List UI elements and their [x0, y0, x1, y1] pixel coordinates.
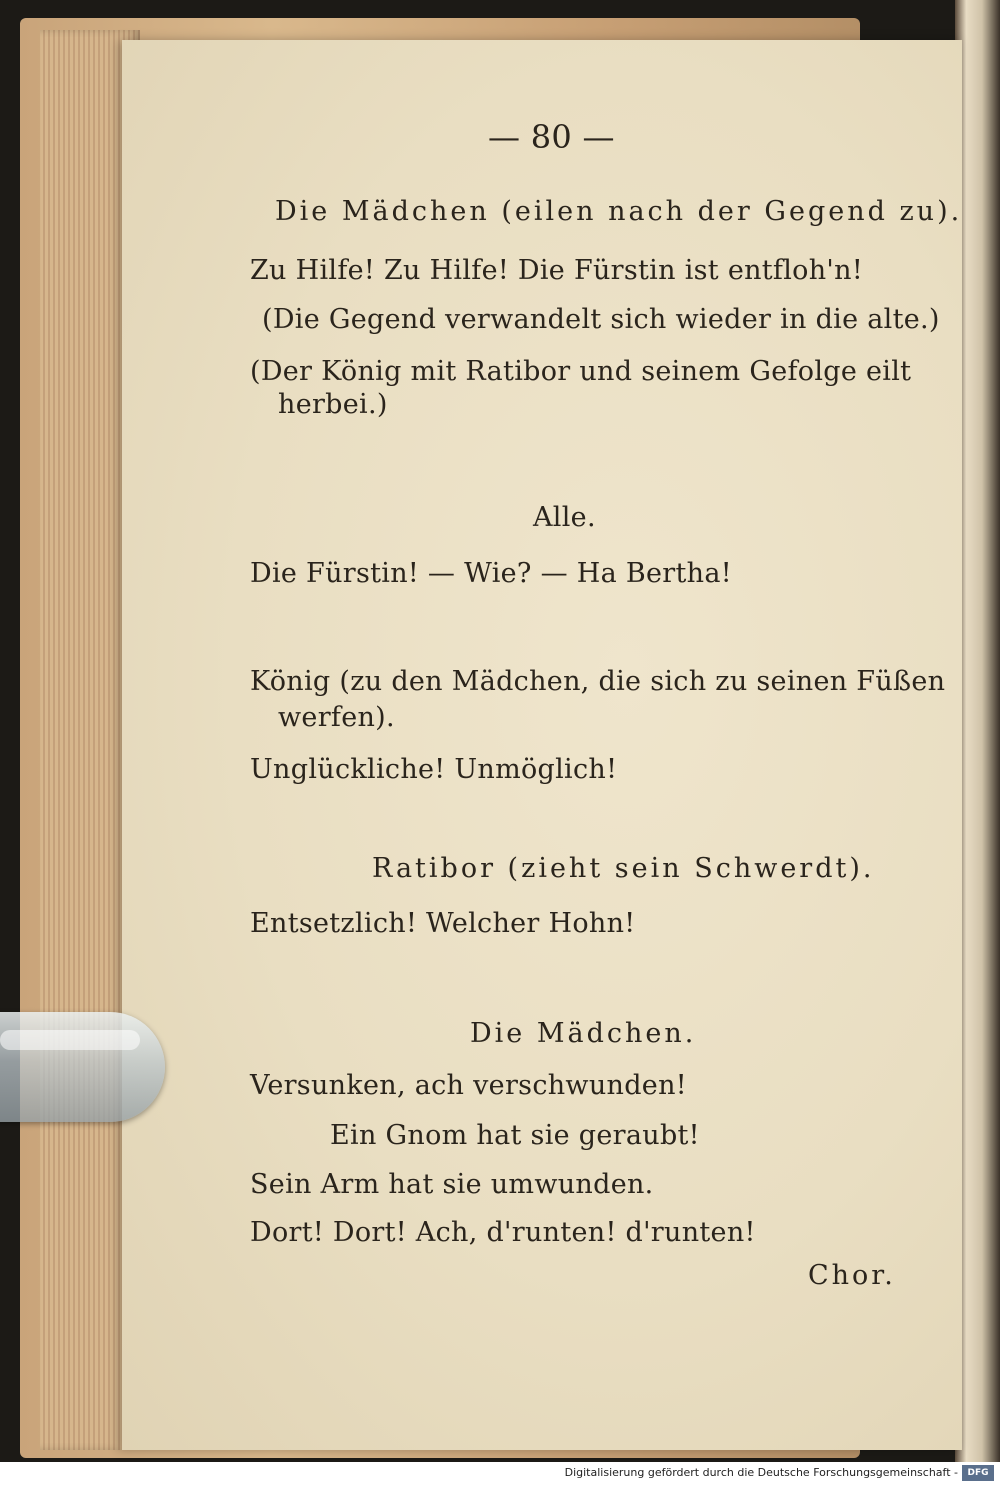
verse-line: Entsetzlich! Welcher Hohn! [250, 908, 636, 939]
verse-line: Die Fürstin! — Wie? — Ha Bertha! [250, 558, 732, 589]
verse-line: Zu Hilfe! Zu Hilfe! Die Fürstin ist entfloh'n! [250, 255, 863, 286]
verse-line: Versunken, ach verschwunden! [250, 1070, 687, 1101]
speaker-name: Die Mädchen. [470, 1018, 697, 1049]
stage-direction: herbei.) [278, 389, 388, 420]
stage-direction: (Die Gegend verwandelt sich wieder in die alte.) [262, 304, 940, 335]
stage-direction: Die Mädchen (eilen nach der Gegend zu). [275, 196, 963, 227]
footer-bar [0, 1462, 1000, 1485]
catchword: Chor. [808, 1260, 896, 1291]
page-number: — 80 — [488, 118, 615, 156]
funding-credit: Digitalisierung gefördert durch die Deutsche Forschungsgemeinschaft - [564, 1466, 958, 1479]
page-clip [0, 1012, 165, 1122]
verse-line: Unglückliche! Unmöglich! [250, 754, 618, 785]
speaker-name: Ratibor (zieht sein Schwerdt). [372, 853, 875, 884]
dfg-logo: DFG [962, 1465, 994, 1481]
verse-line: Ein Gnom hat sie geraubt! [330, 1120, 700, 1151]
stage-direction: werfen). [278, 702, 395, 733]
stage-direction: (Der König mit Ratibor und seinem Gefolge eilt [250, 356, 912, 387]
speaker-name: Alle. [533, 502, 596, 533]
verse-line: Dort! Dort! Ach, d'runten! d'runten! [250, 1217, 756, 1248]
verse-line: Sein Arm hat sie umwunden. [250, 1169, 654, 1200]
speaker-name: König (zu den Mädchen, die sich zu seinen Füßen [250, 666, 946, 697]
